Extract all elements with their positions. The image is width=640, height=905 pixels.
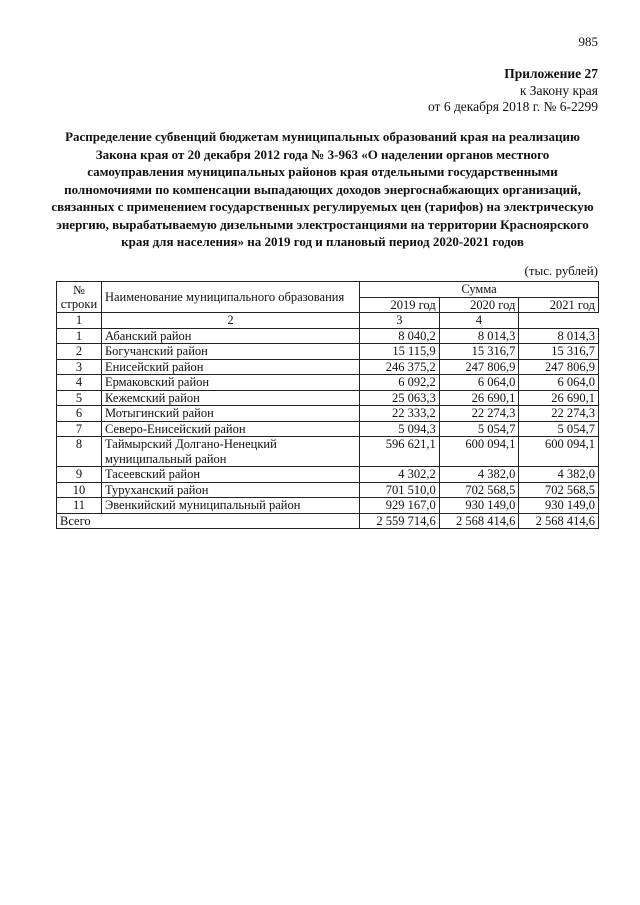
table-row: [57, 390, 599, 406]
table-header-row: [57, 282, 599, 298]
total-label: Всего: [57, 513, 360, 529]
row-value-2020: 15 316,7: [439, 344, 519, 360]
table-row: [57, 498, 599, 514]
row-number: 7: [57, 421, 102, 437]
row-value-2020: 5 054,7: [439, 421, 519, 437]
row-value-2020: 6 064,0: [439, 375, 519, 391]
column-number: 2: [101, 313, 359, 329]
header-year-2019: 2019 год: [360, 297, 440, 313]
row-value-2019: 15 115,9: [360, 344, 440, 360]
total-2020: 2 568 414,6: [439, 513, 519, 529]
row-value-2021: 8 014,3: [519, 328, 599, 344]
row-value-2021: 5 054,7: [519, 421, 599, 437]
appendix-block: [428, 66, 598, 116]
row-municipality-name: Енисейский район: [101, 359, 359, 375]
table-row: [57, 375, 599, 391]
subsidies-table: [56, 281, 599, 529]
row-value-2021: 4 382,0: [519, 467, 599, 483]
row-number: 3: [57, 359, 102, 375]
header-sum: Сумма: [360, 282, 599, 298]
row-value-2021: 600 094,1: [519, 437, 599, 467]
row-value-2019: 596 621,1: [360, 437, 440, 467]
row-municipality-name: Ермаковский район: [101, 375, 359, 391]
appendix-law-date: от 6 декабря 2018 г. № 6-2299: [427, 99, 598, 114]
row-number: 6: [57, 406, 102, 422]
row-municipality-name: Таймырский Долгано-Ненецкий муниципальный район: [101, 437, 359, 467]
row-value-2020: 8 014,3: [439, 328, 519, 344]
title-line: связанных с применением государственных регулируемых цен (тарифов) на электрическую: [51, 199, 594, 214]
title-line: Закона края от 20 декабря 2012 года № 3-963 «О наделении органов местного: [95, 146, 550, 162]
row-value-2021: 702 568,5: [519, 482, 599, 498]
row-municipality-name: Эвенкийский муниципальный район: [101, 498, 359, 514]
title-line: края для населения» на 2019 год и плановый период 2020-2021 годов: [121, 234, 524, 249]
row-value-2021: 930 149,0: [519, 498, 599, 514]
row-value-2019: 929 167,0: [360, 498, 440, 514]
units-label: (тыс. рублей): [524, 263, 598, 278]
title-line: полномочиями по компенсации выпадающих доходов энергоснабжающих организаций,: [64, 181, 581, 197]
title-line: энергию, вырабатываемую дизельными электростанциями на территории Красноярского: [56, 216, 589, 232]
row-value-2019: 22 333,2: [360, 406, 440, 422]
row-number: 11: [57, 498, 102, 514]
row-value-2020: 600 094,1: [439, 437, 519, 467]
row-number: 8: [57, 437, 102, 467]
table-row: [57, 344, 599, 360]
row-municipality-name: Северо-Енисейский район: [101, 421, 359, 437]
title-line: самоуправления муниципальных районов края отдельными государственными: [87, 164, 558, 179]
appendix-title: Приложение 27: [504, 66, 598, 81]
title-line: Распределение субвенций бюджетам муниципальных образований края на реализацию: [65, 129, 580, 144]
row-value-2021: 22 274,3: [519, 406, 599, 422]
table-row: [57, 467, 599, 483]
row-municipality-name: Туруханский район: [101, 482, 359, 498]
document-title: [50, 128, 595, 251]
row-municipality-name: Абанский район: [101, 328, 359, 344]
row-number: 2: [57, 344, 102, 360]
row-value-2020: 702 568,5: [439, 482, 519, 498]
row-value-2019: 6 092,2: [360, 375, 440, 391]
row-value-2021: 6 064,0: [519, 375, 599, 391]
row-municipality-name: Тасеевский район: [101, 467, 359, 483]
row-value-2021: 247 806,9: [519, 359, 599, 375]
row-value-2019: 8 040,2: [360, 328, 440, 344]
row-value-2019: 701 510,0: [360, 482, 440, 498]
total-row: [57, 513, 599, 529]
table-row: [57, 328, 599, 344]
total-2019: 2 559 714,6: [360, 513, 440, 529]
appendix-law-ref: к Закону края: [519, 82, 598, 98]
row-value-2020: 4 382,0: [439, 467, 519, 483]
header-num-word: строки: [60, 297, 98, 311]
header-year-2021: 2021 год: [519, 297, 599, 313]
table-row: [57, 359, 599, 375]
row-value-2020: 247 806,9: [439, 359, 519, 375]
row-value-2019: 4 302,2: [360, 467, 440, 483]
row-value-2020: 22 274,3: [439, 406, 519, 422]
row-municipality-name: Богучанский район: [101, 344, 359, 360]
header-year-2020: 2020 год: [439, 297, 519, 313]
row-number: 9: [57, 467, 102, 483]
row-number: 1: [57, 328, 102, 344]
row-value-2021: 15 316,7: [519, 344, 599, 360]
row-value-2021: 26 690,1: [519, 390, 599, 406]
header-num-symbol: №: [73, 282, 85, 297]
row-municipality-name: Кежемский район: [101, 390, 359, 406]
row-value-2019: 5 094,3: [360, 421, 440, 437]
column-numbers-row: [57, 313, 599, 329]
row-number: 10: [57, 482, 102, 498]
row-number: 5: [57, 390, 102, 406]
row-value-2020: 26 690,1: [439, 390, 519, 406]
header-row-number: [57, 282, 102, 313]
row-value-2020: 930 149,0: [439, 498, 519, 514]
row-number: 4: [57, 375, 102, 391]
table-row: [57, 406, 599, 422]
total-2021: 2 568 414,6: [519, 513, 599, 529]
page-number: 985: [578, 34, 598, 49]
header-name: Наименование муниципального образования: [101, 282, 359, 313]
table-row: [57, 482, 599, 498]
row-value-2019: 246 375,2: [360, 359, 440, 375]
row-municipality-name: Мотыгинский район: [101, 406, 359, 422]
table-row: [57, 421, 599, 437]
column-number: 3: [360, 313, 440, 329]
table-row: [57, 437, 599, 467]
column-number: 4: [439, 313, 519, 329]
row-value-2019: 25 063,3: [360, 390, 440, 406]
column-number: 1: [57, 313, 102, 329]
